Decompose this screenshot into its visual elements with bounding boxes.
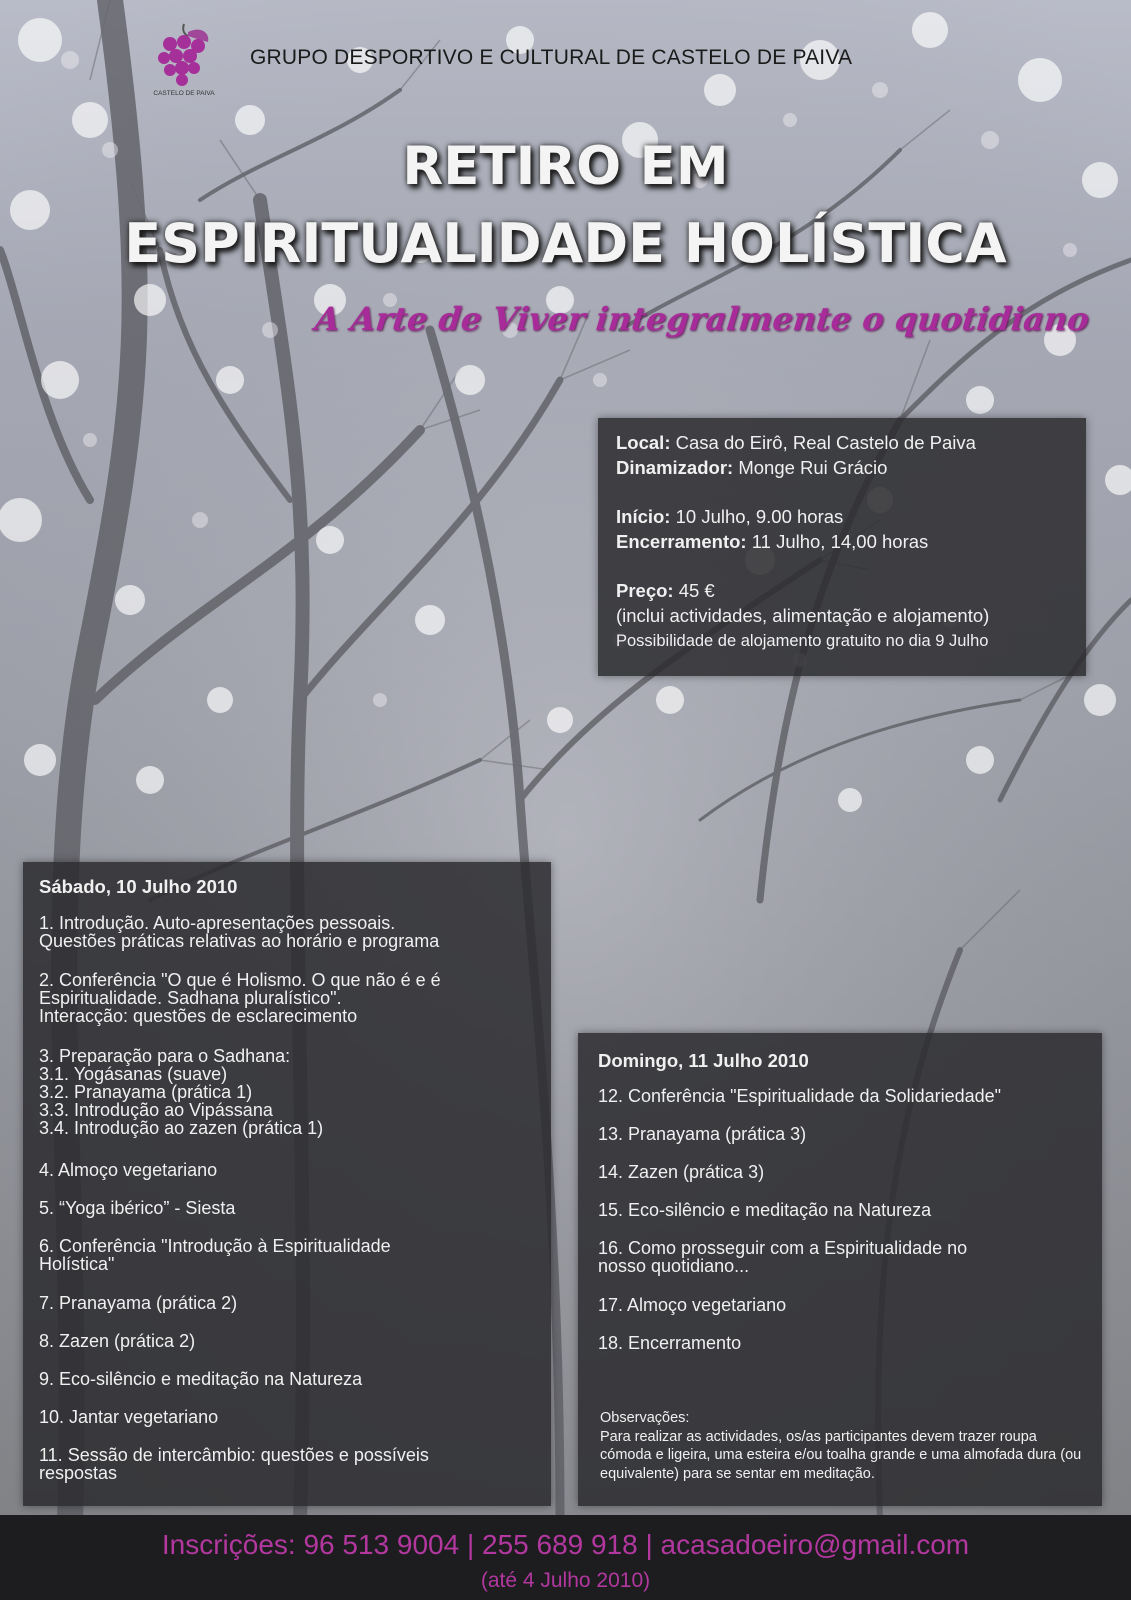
alojamento-note: Possibilidade de alojamento gratuito no dia 9 Julho bbox=[616, 632, 989, 650]
list-item: 3. Preparação para o Sadhana: 3.1. Yogásanas (suave) 3.2. Pranayama (prática 1) 3.3. Introdução ao Vipássana 3.4. Introdução ao zazen (prática 1) bbox=[39, 1046, 324, 1138]
list-item: 15. Eco-silêncio e meditação na Natureza bbox=[598, 1200, 932, 1220]
list-item: 9. Eco-silêncio e meditação na Natureza bbox=[39, 1369, 363, 1389]
encerramento-label: Encerramento: bbox=[616, 531, 747, 552]
list-item: 18. Encerramento bbox=[598, 1333, 742, 1353]
logo-text: CASTELO DE PAIVA bbox=[153, 90, 215, 97]
inicio-row bbox=[616, 506, 843, 528]
saturday-programme-panel bbox=[23, 862, 551, 1506]
list-item: 10. Jantar vegetariano bbox=[39, 1407, 219, 1427]
inicio-label: Início: bbox=[616, 506, 671, 527]
organization-name: GRUPO DESPORTIVO E CULTURAL DE CASTELO DE PAIVA bbox=[250, 46, 853, 69]
registration-deadline: (até 4 Julho 2010) bbox=[480, 1569, 651, 1592]
registration-contact: Inscrições: 96 513 9004 | 255 689 918 | acasadoeiro@gmail.com bbox=[161, 1529, 970, 1560]
list-item: 11. Sessão de intercâmbio: questões e possíveis respostas bbox=[39, 1445, 429, 1483]
list-item: 5. “Yoga ibérico” - Siesta bbox=[39, 1198, 236, 1218]
list-item: 2. Conferência "O que é Holismo. O que não é e é Espiritualidade. Sadhana pluralístico". Interacção: questões de esclarecimento bbox=[39, 970, 441, 1026]
list-item: 1. Introdução. Auto-apresentações pessoais. Questões práticas relativas ao horário e programa bbox=[39, 913, 440, 951]
preco-value: 45 € bbox=[673, 580, 715, 601]
list-item: 14. Zazen (prática 3) bbox=[598, 1162, 765, 1182]
sunday-title: Domingo, 11 Julho 2010 bbox=[598, 1050, 809, 1071]
observations-text: Para realizar as actividades, os/as participantes devem trazer roupa cómoda e ligeira, uma esteira e/ou toalha grande e uma almofada dura (ou equivalente) para se sentar em meditação. bbox=[600, 1428, 1082, 1482]
list-item: 8. Zazen (prática 2) bbox=[39, 1331, 196, 1351]
list-item: 6. Conferência "Introdução à Espiritualidade Holística" bbox=[39, 1236, 391, 1274]
registration-footer bbox=[0, 1515, 1131, 1600]
event-info-panel bbox=[598, 418, 1086, 676]
grapes-logo-icon bbox=[148, 20, 220, 98]
preco-row bbox=[616, 580, 715, 602]
preco-label: Preço: bbox=[616, 580, 674, 601]
list-item: 12. Conferência "Espiritualidade da Solidariedade" bbox=[598, 1086, 1002, 1106]
list-item: 4. Almoço vegetariano bbox=[39, 1160, 218, 1180]
dinamizador-row bbox=[616, 457, 887, 479]
dinamizador-label: Dinamizador: bbox=[616, 457, 734, 478]
local-value: Casa do Eirô, Real Castelo de Paiva bbox=[670, 432, 976, 453]
observations-title: Observações: bbox=[600, 1410, 690, 1426]
encerramento-value: 11 Julho, 14,00 horas bbox=[746, 531, 929, 552]
list-item: 13. Pranayama (prática 3) bbox=[598, 1124, 807, 1144]
sunday-programme-panel bbox=[578, 1033, 1102, 1506]
local-row bbox=[616, 432, 976, 454]
saturday-title: Sábado, 10 Julho 2010 bbox=[39, 876, 238, 897]
dinamizador-value: Monge Rui Grácio bbox=[733, 457, 888, 478]
local-label: Local: bbox=[616, 432, 671, 453]
page-title-line-1: RETIRO EM bbox=[402, 136, 729, 197]
page-subtitle: A Arte de Viver integralmente o quotidiano bbox=[313, 300, 1091, 338]
page-title-line-2: ESPIRITUALIDADE HOLÍSTICA bbox=[124, 212, 1007, 275]
list-item: 17. Almoço vegetariano bbox=[598, 1295, 787, 1315]
preco-note: (inclui actividades, alimentação e alojamento) bbox=[616, 605, 990, 626]
encerramento-row bbox=[616, 531, 928, 553]
observations bbox=[600, 1409, 1090, 1483]
list-item: 16. Como prosseguir com a Espiritualidade no nosso quotidiano... bbox=[598, 1238, 968, 1276]
list-item: 7. Pranayama (prática 2) bbox=[39, 1293, 238, 1313]
inicio-value: 10 Julho, 9.00 horas bbox=[670, 506, 844, 527]
